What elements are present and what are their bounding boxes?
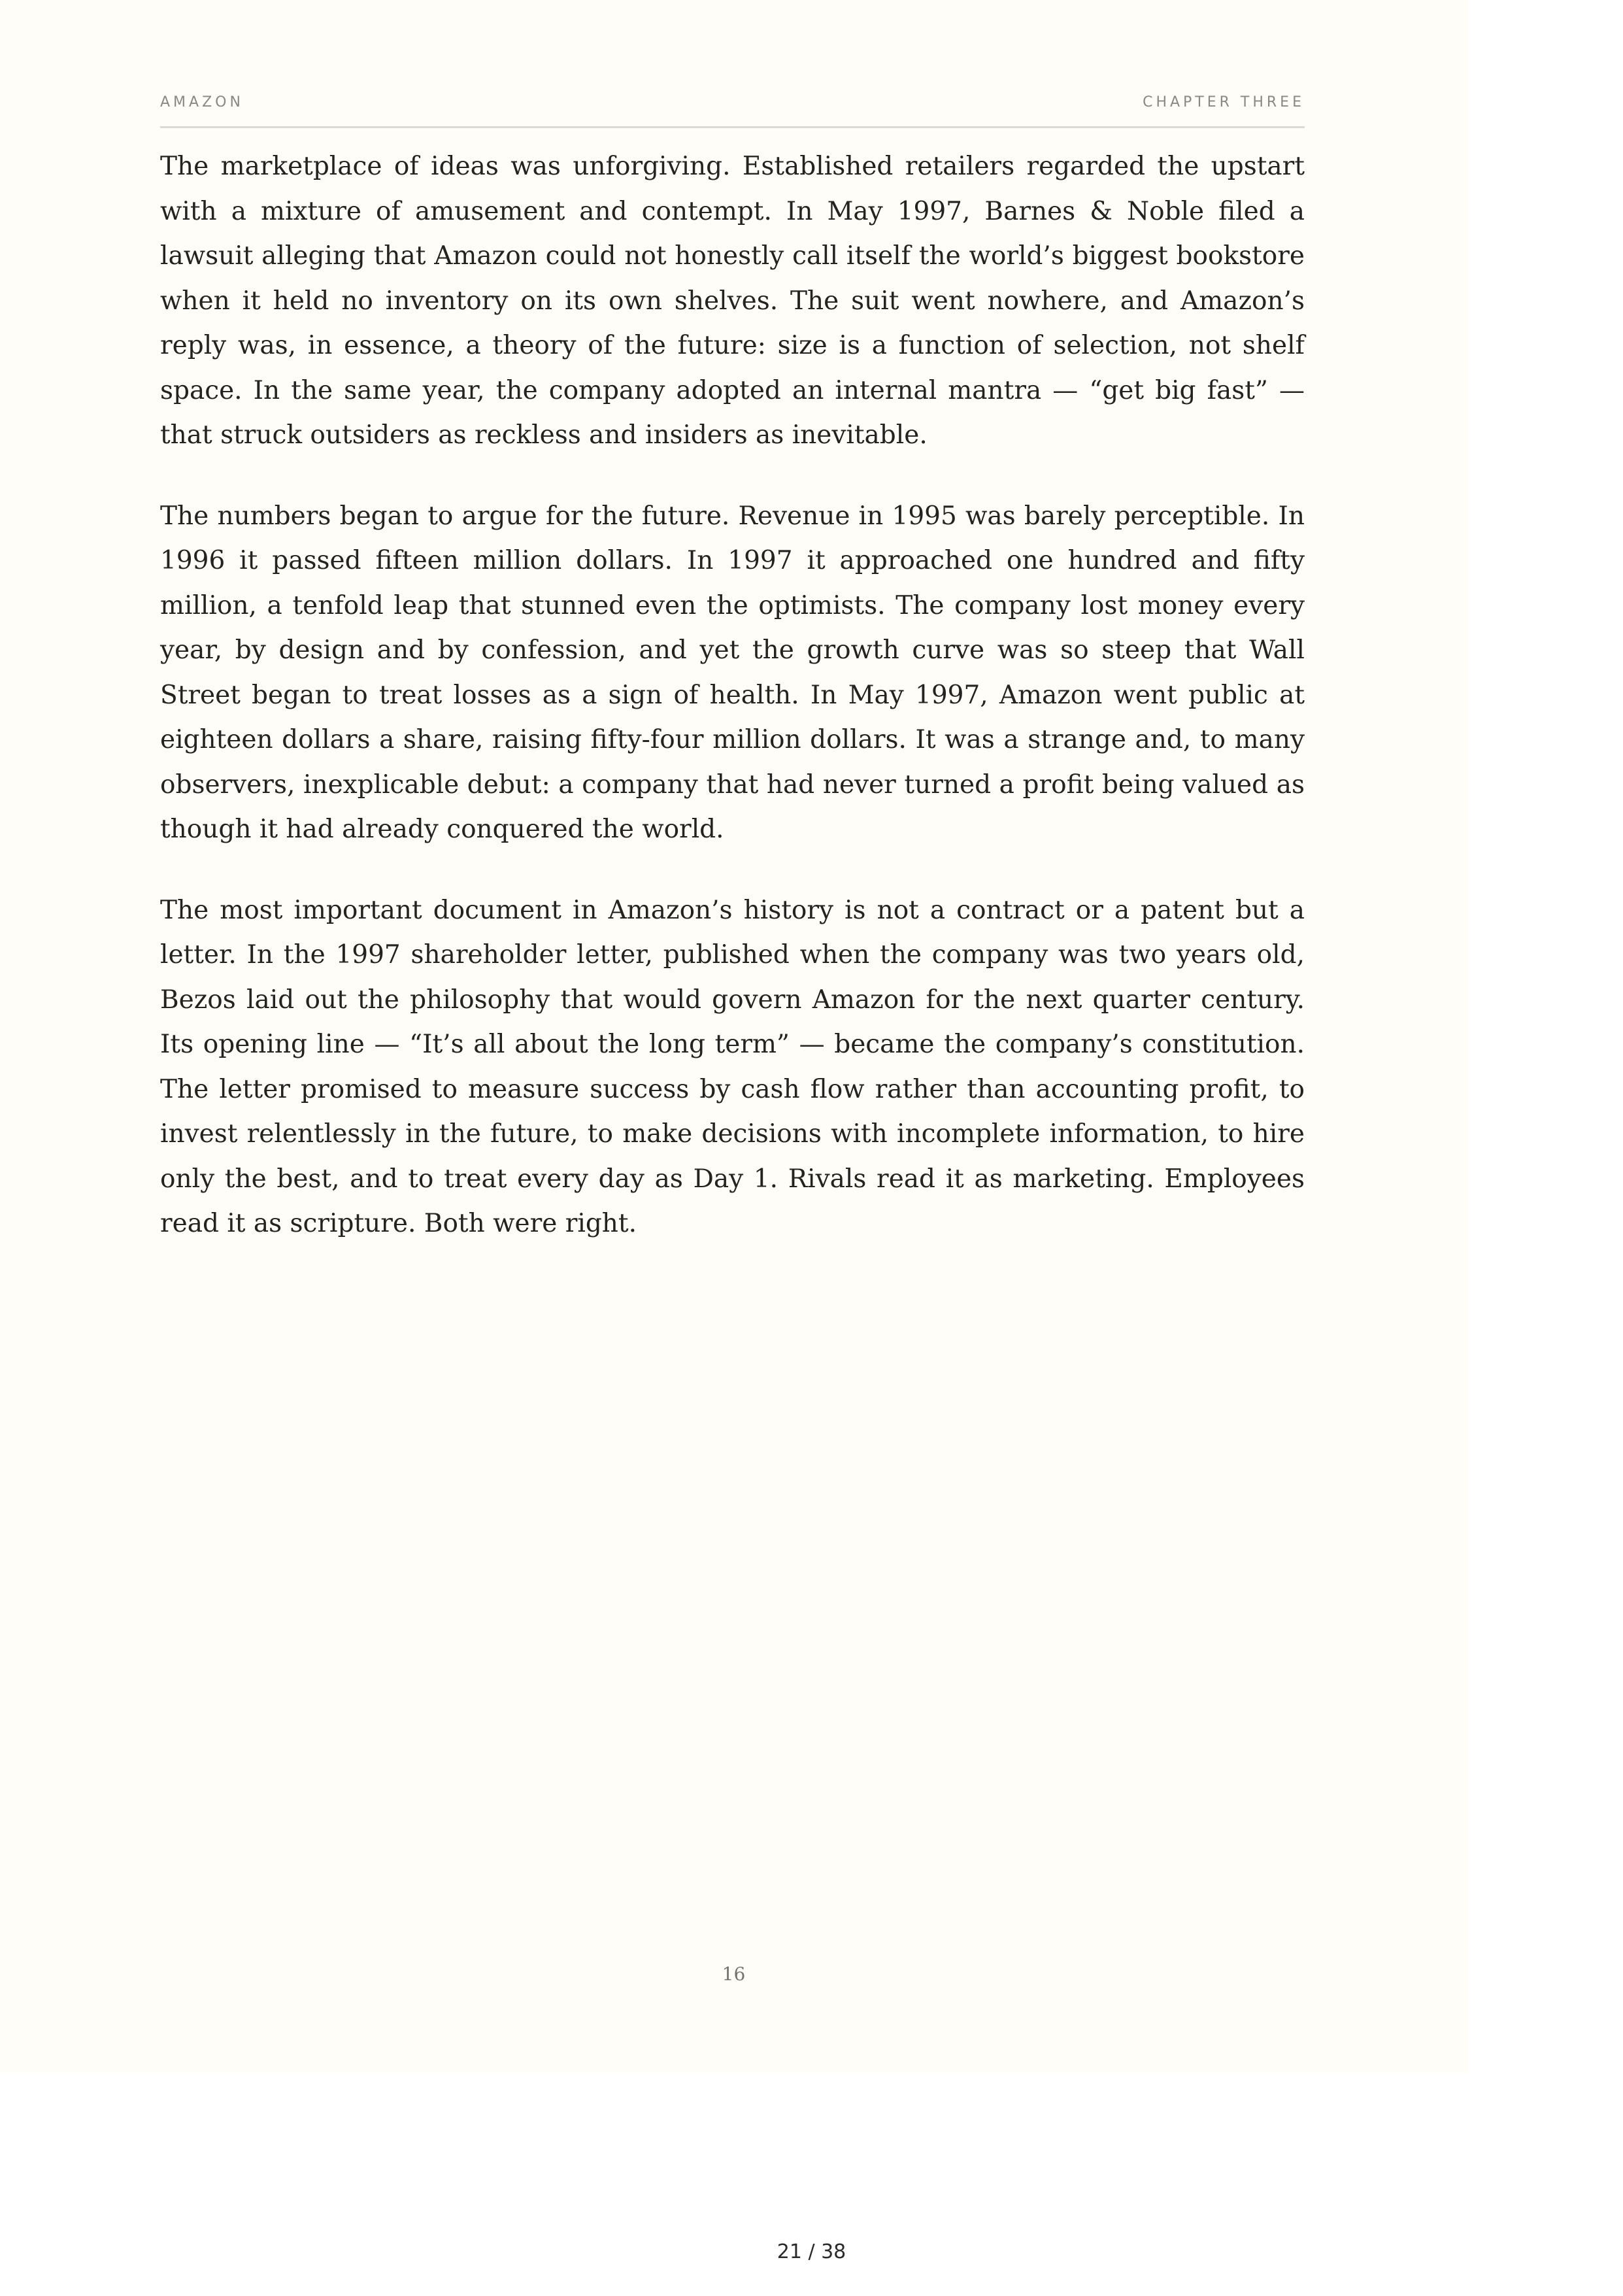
body-text	[160, 144, 1305, 1283]
page-number: 16	[722, 1963, 746, 1985]
paragraph: The numbers began to argue for the future. Revenue in 1995 was barely perceptible. In 1996 it passed fifteen million dollars. In 1997 it approached one hundred and fifty million, a tenfold leap that stunned even the optimists. The company lost money every year, by design and by confession, and yet the growth curve was so steep that Wall Street began to treat losses as a sign of health. In May 1997, Amazon went public at eighteen dollars a share, raising fifty-four million dollars. It was a strange and, to many observers, inexplicable debut: a company that had never turned a profit being valued as though it had already conquered the world.	[160, 501, 1305, 844]
paragraph: The marketplace of ideas was unforgiving. Established retailers regarded the upstart with a mixture of amusement and contempt. In May 1997, Barnes & Noble filed a lawsuit alleging that Amazon could not honestly call itself the world’s biggest bookstore when it held no inventory on its own shelves. The suit went nowhere, and Amazon’s reply was, in essence, a theory of the future: size is a function of selection, not shelf space. In the same year, the company adopted an internal mantra — “get big fast” — that struck outsiders as reckless and insiders as inevitable.	[160, 152, 1305, 450]
viewer-page-indicator: 21 / 38	[777, 2240, 846, 2263]
running-header	[160, 92, 1305, 128]
header-book-title: AMAZON	[160, 94, 244, 110]
paragraph: The most important document in Amazon’s history is not a contract or a patent but a letter. In the 1997 shareholder letter, published when the company was two years old, Bezos laid out the philosophy that would govern Amazon for the next quarter century. Its opening line — “It’s all about the long term” — became the company’s constitution. The letter promised to measure success by cash flow rather than accounting profit, to invest relentlessly in the future, to make decisions with incomplete information, to hire only the best, and to treat every day as Day 1. Rivals read it as marketing. Employees read it as scripture. Both were right.	[160, 895, 1305, 1238]
header-chapter-title: CHAPTER THREE	[1143, 94, 1305, 110]
